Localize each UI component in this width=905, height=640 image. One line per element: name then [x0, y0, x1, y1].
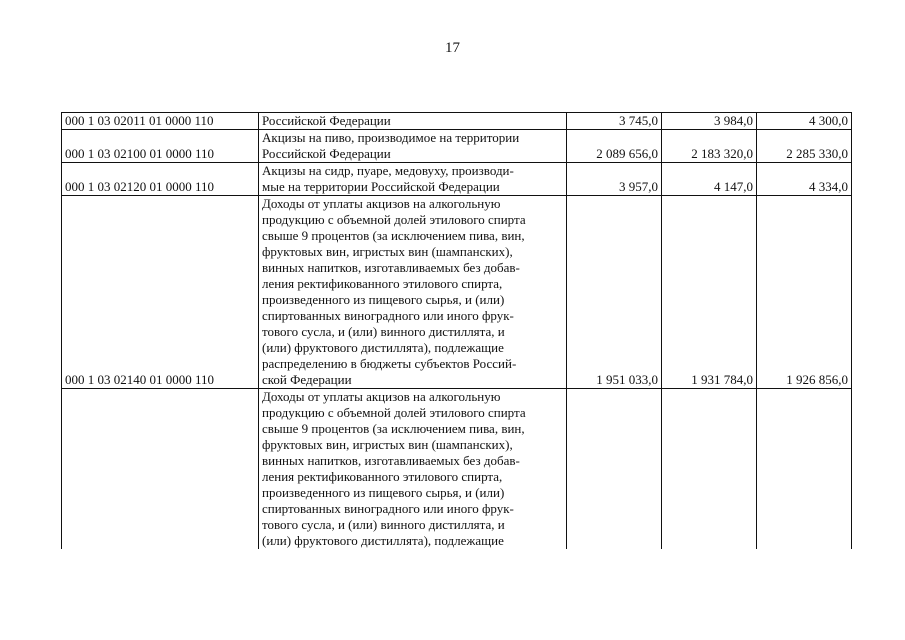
value-cell: 4 300,0: [757, 113, 852, 130]
description-line: тового сусла, и (или) винного дистиллята, и: [262, 517, 505, 532]
table-row: [62, 389, 852, 550]
description-line: мые на территории Российской Федерации: [262, 179, 500, 194]
value-cell: 3 745,0: [567, 113, 662, 130]
description-line: распределению в бюджеты субъектов Россий-: [262, 356, 517, 371]
value-cell: 1 926 856,0: [757, 196, 852, 389]
description-line: фруктовых вин, игристых вин (шампанских),: [262, 244, 513, 259]
description-line: Российской Федерации: [262, 113, 391, 128]
description-cell: [259, 196, 567, 389]
description-line: тового сусла, и (или) винного дистиллята, и: [262, 324, 505, 339]
value-cell: [757, 389, 852, 550]
description-line: (или) фруктового дистиллята), подлежащие: [262, 533, 504, 548]
description-line: ления ректификованного этилового спирта,: [262, 276, 503, 291]
description-line: Российской Федерации: [262, 146, 391, 161]
description-line: спиртованных виноградного или иного фрук-: [262, 308, 514, 323]
value-cell: 3 957,0: [567, 163, 662, 196]
value-cell: 2 183 320,0: [662, 130, 757, 163]
description-line: Доходы от уплаты акцизов на алкогольную: [262, 389, 501, 404]
description-line: свыше 9 процентов (за исключением пива, вин,: [262, 421, 525, 436]
budget-code-cell: 000 1 03 02140 01 0000 110: [62, 196, 259, 389]
description-line: Акцизы на пиво, производимое на территории: [262, 130, 520, 145]
description-cell: [259, 163, 567, 196]
value-cell: 4 147,0: [662, 163, 757, 196]
budget-revenue-table: [61, 112, 852, 549]
description-line: (или) фруктового дистиллята), подлежащие: [262, 340, 504, 355]
table-row: [62, 130, 852, 163]
value-cell: 2 285 330,0: [757, 130, 852, 163]
value-cell: 2 089 656,0: [567, 130, 662, 163]
table-row: [62, 196, 852, 389]
budget-code-cell: [62, 389, 259, 550]
value-cell: 1 951 033,0: [567, 196, 662, 389]
value-cell: [567, 389, 662, 550]
description-line: ской Федерации: [262, 372, 352, 387]
description-line: продукцию с объемной долей этилового спирта: [262, 212, 526, 227]
budget-code-cell: 000 1 03 02011 01 0000 110: [62, 113, 259, 130]
description-line: продукцию с объемной долей этилового спирта: [262, 405, 526, 420]
description-line: ления ректификованного этилового спирта,: [262, 469, 503, 484]
value-cell: 1 931 784,0: [662, 196, 757, 389]
description-line: Доходы от уплаты акцизов на алкогольную: [262, 196, 501, 211]
budget-code-cell: 000 1 03 02100 01 0000 110: [62, 130, 259, 163]
description-line: произведенного из пищевого сырья, и (или): [262, 485, 505, 500]
description-line: произведенного из пищевого сырья, и (или): [262, 292, 505, 307]
value-cell: 3 984,0: [662, 113, 757, 130]
value-cell: [662, 389, 757, 550]
description-cell: [259, 113, 567, 130]
value-cell: 4 334,0: [757, 163, 852, 196]
description-cell: [259, 389, 567, 550]
description-line: винных напитков, изготавливаемых без добав-: [262, 453, 520, 468]
page-number: 17: [445, 40, 460, 56]
description-cell: [259, 130, 567, 163]
description-line: спиртованных виноградного или иного фрук-: [262, 501, 514, 516]
description-line: свыше 9 процентов (за исключением пива, вин,: [262, 228, 525, 243]
budget-code-cell: 000 1 03 02120 01 0000 110: [62, 163, 259, 196]
description-line: фруктовых вин, игристых вин (шампанских),: [262, 437, 513, 452]
table-row: [62, 163, 852, 196]
description-line: винных напитков, изготавливаемых без добав-: [262, 260, 520, 275]
table-row: [62, 113, 852, 130]
description-line: Акцизы на сидр, пуаре, медовуху, производи-: [262, 163, 514, 178]
